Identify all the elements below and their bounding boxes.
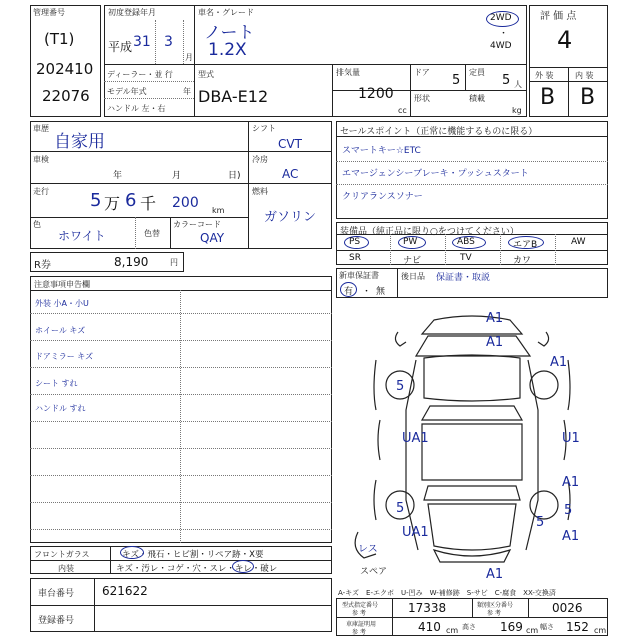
sales-item: エマージェンシーブレーキ・プッシュスタート (342, 169, 529, 179)
damage-mark: 5 (396, 501, 405, 516)
sales-item: クリアランスソナー (342, 192, 423, 202)
car-info-box (104, 5, 527, 117)
cap-label: 定員 (469, 68, 485, 77)
mgmt-code3: 22076 (42, 87, 90, 105)
car-name: ノート (204, 23, 255, 43)
damage-legend: A-キズ E-エクボ U-凹み W-補修跡 S-サビ C-腐食 XX-交換済 (338, 589, 556, 597)
disp-value: 1200 (358, 86, 394, 102)
dims-w-label: 幅さ (540, 623, 554, 631)
inspect-label: 車検 (33, 155, 49, 164)
shift-label: シフト (252, 124, 276, 133)
recycle-value: 8,190 (114, 255, 149, 269)
note-item: ハンドル すれ (35, 404, 86, 413)
shape-label: 形状 (414, 94, 430, 103)
form-v1: 17338 (408, 601, 447, 615)
use-label: 車歴 (33, 124, 49, 133)
model-value: DBA-E12 (198, 87, 269, 106)
inspect-year: 年 (113, 171, 123, 181)
form-label1b: 参 考 (352, 610, 366, 617)
equip-tv: TV (460, 253, 472, 263)
sales-item: スマートキー☆ETC (342, 146, 421, 156)
dims-w: 152 (566, 620, 589, 634)
damage-mark: 5 (536, 515, 545, 530)
mileage-v1: 5 (90, 190, 102, 211)
damage-mark: UA1 (402, 431, 429, 446)
damage-mark: A1 (486, 567, 504, 582)
mgmt-code1: (T1) (44, 30, 75, 48)
damage-mark: 5 (564, 503, 573, 518)
fuel-label: 燃料 (252, 187, 268, 196)
damage-mark: A1 (550, 355, 568, 370)
color-label: 色 (33, 220, 41, 229)
reg-era: 平成 (108, 40, 133, 54)
mgmt-code2: 202410 (36, 60, 94, 78)
drive-sep: ・ (499, 29, 509, 39)
ac-value: AC (282, 167, 299, 181)
rating-int: B (580, 85, 596, 110)
regnum-label: 登録番号 (38, 616, 75, 626)
door-value: 5 (452, 73, 461, 88)
damage-mark: A1 (486, 335, 504, 350)
note-item: ホイール キズ (35, 326, 86, 335)
mileage-v2: 6 (125, 190, 137, 211)
cap-value: 5 (502, 73, 511, 88)
warranty-yes: 有 (344, 287, 354, 297)
spare-label: スペア (360, 567, 388, 577)
chassis-label: 車台番号 (38, 589, 75, 599)
warranty-sep: ・ (362, 287, 372, 297)
inspect-day: 日) (228, 171, 241, 181)
dims-label-b: 参 考 (352, 629, 366, 636)
damage-mark: A1 (486, 311, 504, 326)
rating-int-label: 内 装 (575, 71, 594, 80)
car-grade: 1.2X (208, 40, 247, 60)
reg-year: 31 (133, 34, 151, 50)
note-item: 外装 小A・小U (35, 299, 89, 308)
mileage-u2: 千 (140, 194, 157, 213)
recycle-unit: 円 (170, 258, 178, 267)
color-code: QAY (200, 231, 225, 245)
load-label: 積載 (469, 94, 485, 103)
notes-label: 注意事項申告欄 (34, 280, 90, 289)
equip-sr: SR (349, 253, 361, 263)
spare-note: レス (358, 544, 378, 555)
damage-mark: UA1 (402, 525, 429, 540)
model-year-unit: 年 (183, 87, 191, 96)
form-v2: 0026 (552, 601, 583, 615)
equip-pw: PW (403, 237, 418, 247)
rating-label: 評 価 点 (540, 11, 577, 22)
equip-navi: ナビ (403, 256, 422, 266)
chassis-value: 621622 (102, 584, 148, 598)
dims-h-unit: cm (526, 626, 539, 635)
note-item: シート すれ (35, 379, 78, 388)
rating-score: 4 (557, 26, 573, 54)
disp-unit: cc (398, 106, 407, 115)
drive-2wd: 2WD (490, 13, 512, 23)
mileage-v3: 200 (172, 195, 199, 211)
warranty-label: 新車保証書 (339, 271, 379, 280)
mgmt-label: 管理番号 (33, 8, 65, 17)
color-code-label: カラーコード (173, 220, 221, 229)
load-unit: kg (512, 106, 522, 115)
form-label2: 類別区分番号 (477, 602, 514, 609)
color-interior: 色替 (144, 229, 160, 238)
equip-ps: PS (349, 237, 361, 247)
sales-label: セールスポイント（正常に機能するものに限る） (340, 127, 538, 137)
shift-value: CVT (278, 137, 302, 151)
mileage-label: 走行 (33, 187, 49, 196)
equip-abs: ABS (457, 237, 475, 247)
reg-month-unit: 月 (185, 53, 193, 62)
interior-text: キズ・汚レ・コゲ・穴・スレ・キレ・破レ (116, 564, 278, 574)
mileage-unit: km (212, 206, 225, 215)
equip-aw: AW (571, 237, 586, 247)
ac-label: 冷房 (252, 155, 268, 164)
door-label: ドア (414, 68, 430, 77)
reg-month: 3 (164, 34, 173, 50)
inspect-month: 月 (172, 171, 182, 181)
disp-label: 排気量 (336, 68, 360, 77)
equip-label: 装備品（純正品に限り○をつけてください） (340, 227, 519, 237)
note-item: ドアミラー キズ (35, 352, 94, 361)
use-value: 自家用 (54, 132, 105, 152)
recycle-box (30, 252, 184, 272)
dims-len-unit: cm (446, 626, 459, 635)
warranty-no: 無 (376, 287, 386, 297)
damage-mark: U1 (562, 431, 580, 446)
dealer-label: ディーラー・並 行 (107, 70, 173, 79)
dims-label: 車庫証明用 (346, 621, 377, 628)
after-value: 保証書・取説 (436, 273, 491, 283)
dims-w-unit: cm (594, 626, 607, 635)
fuel-value: ガソリン (264, 210, 317, 225)
drive-4wd: 4WD (490, 41, 512, 51)
handle-label: ハンドル 左・右 (107, 104, 166, 113)
recycle-label: R券 (34, 260, 51, 271)
reg-label: 初度登録年月 (108, 8, 156, 17)
after-label: 後日品 (401, 272, 425, 281)
interior-label: 内装 (58, 564, 74, 573)
equip-airbag: エアB (513, 240, 538, 250)
equip-leather: カワ (513, 256, 532, 266)
dims-len: 410 (418, 620, 441, 634)
dims-h: 169 (500, 620, 523, 634)
dims-h-label: 高さ (462, 623, 476, 631)
car-label: 車名・グレード (198, 8, 254, 17)
rating-ext: B (540, 85, 556, 110)
form-label1: 型式指定番号 (342, 602, 379, 609)
car-damage-diagram (336, 300, 608, 590)
damage-mark: A1 (562, 475, 580, 490)
color-value: ホワイト (58, 229, 106, 243)
glass-label: フロントガラス (34, 550, 90, 559)
glass-text: キズ・飛石・ヒビ割・リペア跡・X要 (122, 550, 264, 560)
form-label2b: 参 考 (487, 610, 501, 617)
rating-ext-label: 外 装 (535, 71, 554, 80)
model-year-label: モデル年式 (107, 87, 147, 96)
cap-unit: 人 (514, 80, 522, 89)
damage-mark: A1 (562, 529, 580, 544)
damage-mark: 5 (396, 379, 405, 394)
model-label: 型式 (198, 70, 214, 79)
mileage-u1: 万 (104, 194, 121, 213)
